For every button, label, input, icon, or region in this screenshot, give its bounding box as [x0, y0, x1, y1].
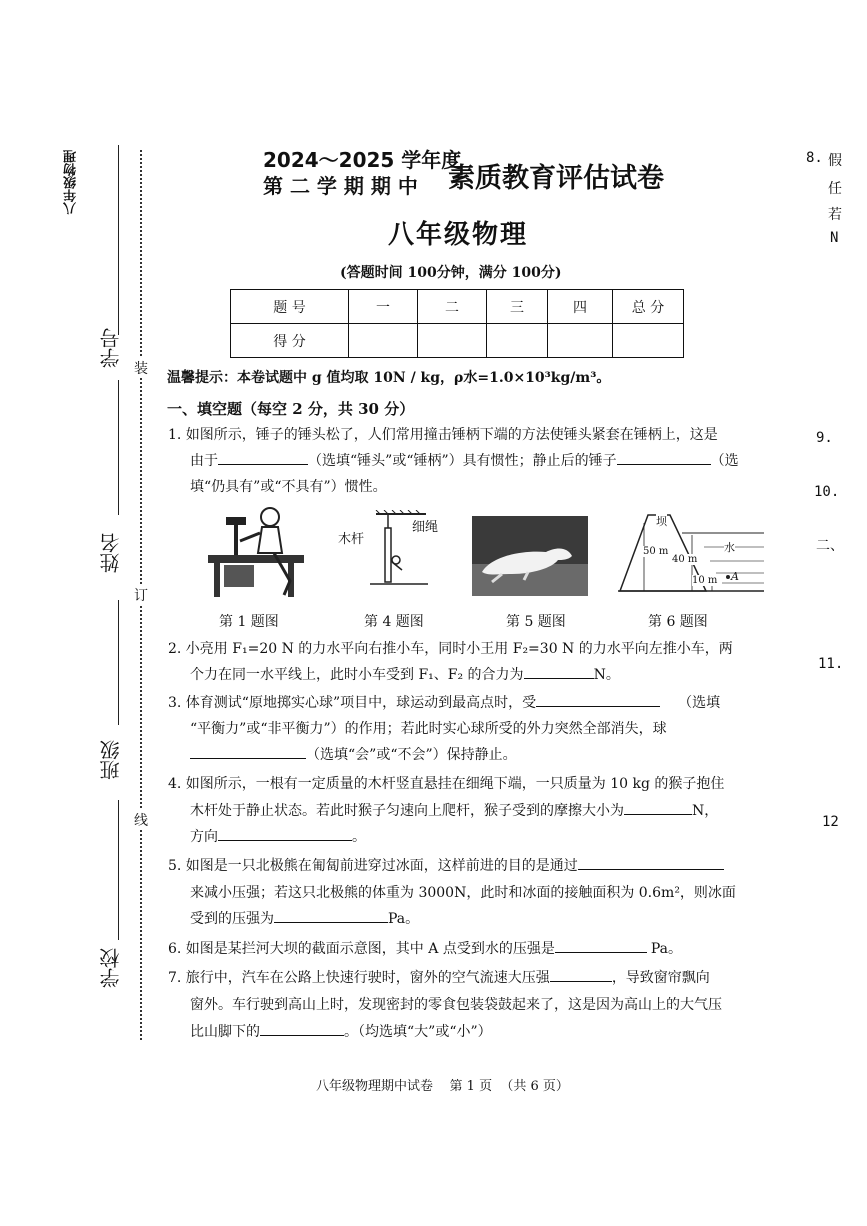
- figure-6-point-a: A: [731, 570, 739, 583]
- figure-6-height-10: 10 m: [692, 575, 718, 586]
- q4-text-3: 方向: [190, 829, 218, 845]
- seal-xian: 线: [134, 810, 148, 830]
- right-edge-11: 11.: [818, 656, 844, 672]
- q4-text-2: N，: [692, 803, 719, 819]
- right-edge-12: 12: [822, 814, 839, 830]
- score-cell-total: 总 分: [613, 290, 684, 324]
- seal-ding: 订: [134, 585, 148, 605]
- student-id-label: 学号: [99, 328, 123, 368]
- score-cell-2: 二: [418, 290, 487, 324]
- right-edge-char-3: 若: [828, 207, 842, 223]
- q7-line-2: 窗外。车行驶到高山上时，发现密封的零食包装袋鼓起来了，这是因为高山上的大气压: [190, 997, 722, 1013]
- right-edge-section-2: 二、: [816, 538, 844, 554]
- q5-line-2: 来减小压强；若这只北极熊的体重为 3000N，此时和冰面的接触面积为 0.6m²，则冰面: [190, 885, 736, 901]
- score-input-total[interactable]: [613, 324, 684, 358]
- score-table-header-row: [231, 290, 684, 324]
- binding-line-top: [118, 145, 119, 335]
- q1-text-3: （选: [710, 453, 739, 469]
- figure-1-hammer: [204, 503, 316, 605]
- q3-text-3: （选填“会”或“不会”）保持静止。: [306, 747, 517, 763]
- figure-4-rod-label: 木杆: [338, 532, 365, 547]
- q7-text-1: 7. 旅行中，汽车在公路上快速行驶时，窗外的空气流速大压强: [168, 970, 550, 986]
- figure-6-dam-label: 坝: [656, 515, 667, 528]
- q5-text-3: Pa。: [388, 911, 420, 927]
- right-edge-9: 9.: [816, 430, 833, 446]
- figure-4-rope-label: 细绳: [412, 520, 439, 535]
- q2-line-2: [190, 662, 620, 688]
- q3-blank-1[interactable]: [536, 690, 660, 707]
- figure-6-height-50: 50 m: [643, 546, 669, 557]
- paper-title: 八年级物理: [388, 220, 529, 250]
- q2-line-1: 2. 小亮用 F₁=20 N 的力水平向右推小车，同时小王用 F₂=30 N 的力水平向左推小车，两: [168, 641, 733, 657]
- score-input-2[interactable]: [418, 324, 487, 358]
- figure-6-height-40: 40 m: [672, 554, 698, 565]
- q3-blank-2[interactable]: [190, 742, 306, 759]
- figure-6-water-label: 水: [724, 541, 735, 554]
- q6-blank-1[interactable]: [555, 936, 647, 953]
- subject-tag: 八年级物理: [64, 150, 79, 215]
- score-cell-1: 一: [349, 290, 418, 324]
- score-input-3[interactable]: [487, 324, 548, 358]
- figure-4-caption: 第 4 题图: [364, 614, 424, 630]
- q6-text-2: Pa。: [650, 941, 682, 957]
- q4-text-1: 木杆处于静止状态。若此时猴子匀速向上爬杆，猴子受到的摩擦大小为: [190, 803, 624, 819]
- score-cell-label: 题 号: [231, 290, 349, 324]
- seal-zhuang: 装: [134, 358, 148, 378]
- q2-text-1: 个力在同一水平线上，此时小车受到 F₁、F₂ 的合力为: [190, 667, 524, 683]
- q7-text-2: ，导致窗帘飘向: [611, 970, 710, 986]
- figure-1-caption: 第 1 题图: [219, 614, 279, 630]
- q5-text-1: 5. 如图是一只北极熊在匍匐前进穿过冰面，这样前进的目的是通过: [168, 858, 578, 874]
- q6-text-1: 6. 如图是某拦河大坝的截面示意图，其中 A 点受到水的压强是: [168, 941, 555, 957]
- q1-line-2: [190, 448, 739, 474]
- name-label: 姓名: [99, 533, 123, 573]
- q3-line-2: “平衡力”或“非平衡力”）的作用；若此时实心球所受的外力突然全部消失，球: [190, 721, 667, 737]
- q4-line-3: [190, 824, 366, 850]
- binding-line-3: [118, 600, 119, 725]
- score-table-score-row: [231, 324, 684, 358]
- right-edge-10: 10.: [814, 484, 840, 500]
- q6-line-1: [168, 936, 682, 962]
- figure-6-dam: [618, 513, 764, 593]
- q1-blank-1[interactable]: [218, 448, 308, 465]
- q5-line-3: [190, 906, 419, 932]
- page-footer: 八年级物理期中试卷 第 1 页 （共 6 页）: [316, 1079, 569, 1094]
- score-input-4[interactable]: [548, 324, 613, 358]
- binding-line-4: [118, 800, 119, 940]
- q4-text-4: 。: [352, 829, 366, 845]
- q1-blank-2[interactable]: [617, 448, 711, 465]
- binding-line-2: [118, 380, 119, 515]
- notice: 温馨提示：本卷试题中 g 值均取 10N / kg，ρ水=1.0×10³kg/m³。: [167, 370, 611, 386]
- figure-6-caption: 第 6 题图: [648, 614, 708, 630]
- score-input-1[interactable]: [349, 324, 418, 358]
- figure-5-polar-bear: [472, 516, 588, 596]
- q3-line-1: [168, 690, 720, 716]
- right-edge-char-1: 假: [828, 153, 842, 169]
- q1-line-3: 填“仍具有”或“不具有”）惯性。: [190, 479, 387, 495]
- q3-line-3: [190, 742, 517, 768]
- q1-line-1: 1. 如图所示，锤子的锤头松了，人们常用撞击锤柄下端的方法使锤头紧套在锤柄上，这是: [168, 427, 718, 443]
- q3-text-1: 3. 体育测试“原地掷实心球”项目中，球运动到最高点时，受: [168, 695, 537, 711]
- q7-line-3: [190, 1019, 492, 1045]
- q1-text-1: 由于: [190, 453, 218, 469]
- q7-text-3: 比山脚下的: [190, 1024, 260, 1040]
- exam-name: 素质教育评估试卷: [448, 163, 664, 194]
- school-label: 学校: [99, 948, 123, 988]
- q4-blank-2[interactable]: [218, 824, 352, 841]
- term-label: 第 二 学 期 期 中: [263, 174, 418, 198]
- score-cell-3: 三: [487, 290, 548, 324]
- q2-blank-1[interactable]: [524, 662, 594, 679]
- q7-blank-1b[interactable]: [260, 1019, 344, 1036]
- q5-blank-2[interactable]: [274, 906, 388, 923]
- q7-line-1: [168, 965, 710, 991]
- right-edge-char-2: 任: [828, 181, 842, 197]
- q4-blank-1[interactable]: [624, 798, 692, 815]
- q5-line-1: [168, 853, 724, 879]
- q4-line-1: 4. 如图所示，一根有一定质量的木杆竖直悬挂在细绳下端，一只质量为 10 kg 的猴子抱住: [168, 776, 725, 792]
- score-row-label: 得 分: [231, 324, 349, 358]
- q2-text-2: N。: [593, 667, 620, 683]
- section-1-heading: 一、填空题（每空 2 分，共 30 分）: [167, 400, 415, 418]
- score-cell-4: 四: [548, 290, 613, 324]
- q4-line-2: [190, 798, 718, 824]
- q3-text-2: （选填: [678, 695, 721, 711]
- right-edge-8: 8.: [806, 150, 823, 166]
- class-label: 班级: [99, 740, 123, 780]
- right-edge-char-4: N: [830, 230, 839, 246]
- score-table: [230, 289, 684, 358]
- q7-blank-1[interactable]: [550, 965, 612, 982]
- q1-text-2: （选填“锤头”或“锤柄”）具有惯性；静止后的锤子: [308, 453, 617, 469]
- school-year: 2024～2025 学年度: [263, 148, 462, 172]
- figure-5-caption: 第 5 题图: [506, 614, 566, 630]
- q7-text-4: 。（均选填“大”或“小”）: [344, 1024, 492, 1040]
- q5-text-2: 受到的压强为: [190, 911, 274, 927]
- time-info: (答题时间 100分钟，满分 100分): [340, 265, 562, 281]
- q5-blank-1[interactable]: [578, 853, 724, 870]
